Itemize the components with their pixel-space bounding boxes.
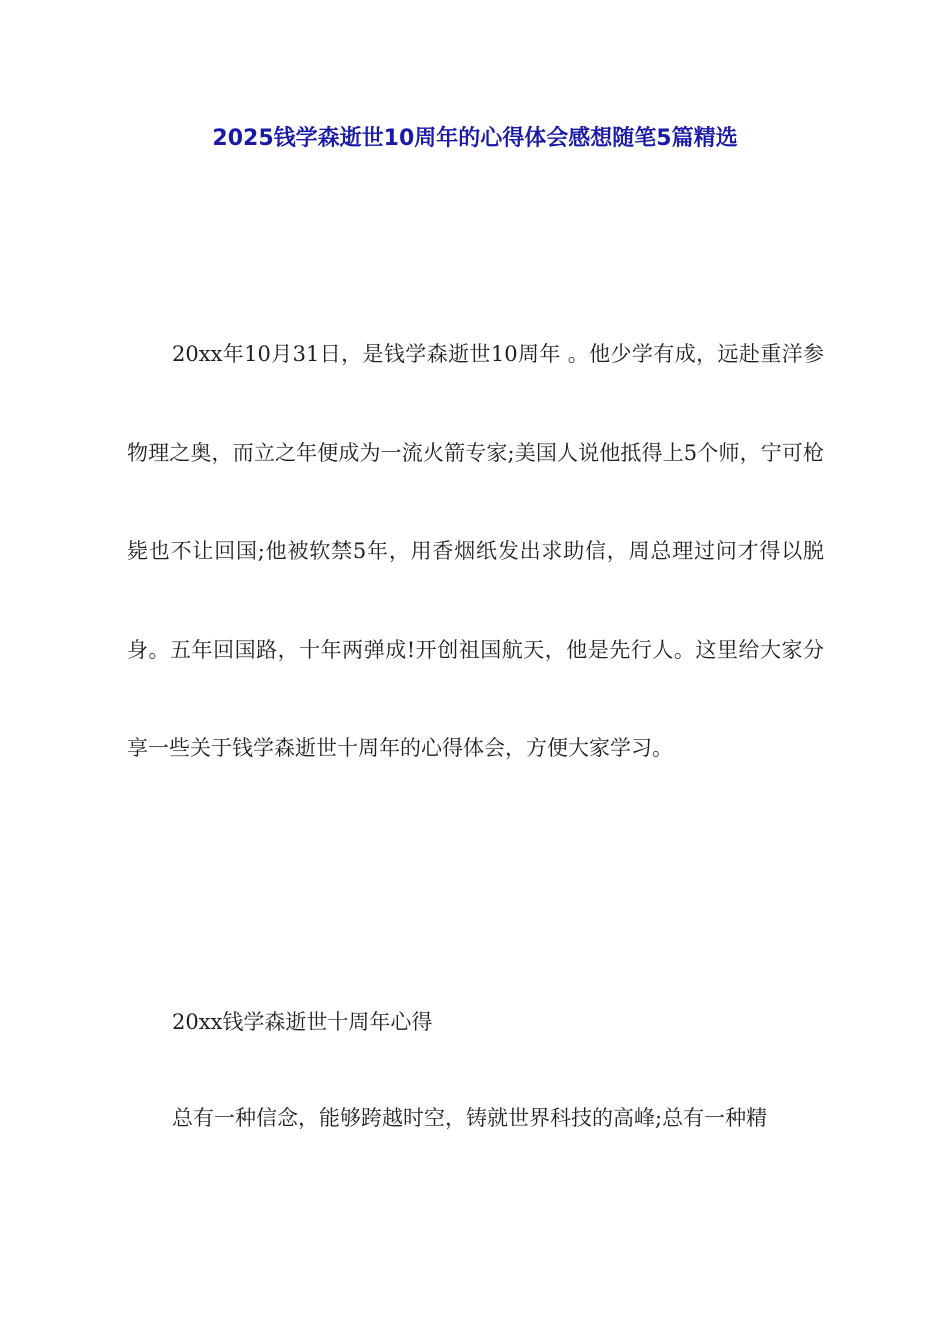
- intro-paragraph: 20xx年10月31日，是钱学森逝世10周年 。他少学有成，远赴重洋参物理之奥，而立之年便成为一流火箭专家;美国人说他抵得上5个师，宁可枪毙也不让回国;他被软禁5年，用香烟纸发出求助信，周总理过问才得以脱身。五年回国路，十年两弹成!开创祖国航天，他是先行人。这里给大家分享一些关于钱学森逝世十周年的心得体会，方便大家学习。: [127, 342, 824, 760]
- section-heading: 20xx钱学森逝世十周年心得: [172, 1010, 433, 1034]
- section-paragraph: 总有一种信念，能够跨越时空，铸就世界科技的高峰;总有一种精: [172, 1106, 768, 1130]
- document-title: 2025钱学森逝世10周年的心得体会感想随笔5篇精选: [212, 126, 738, 151]
